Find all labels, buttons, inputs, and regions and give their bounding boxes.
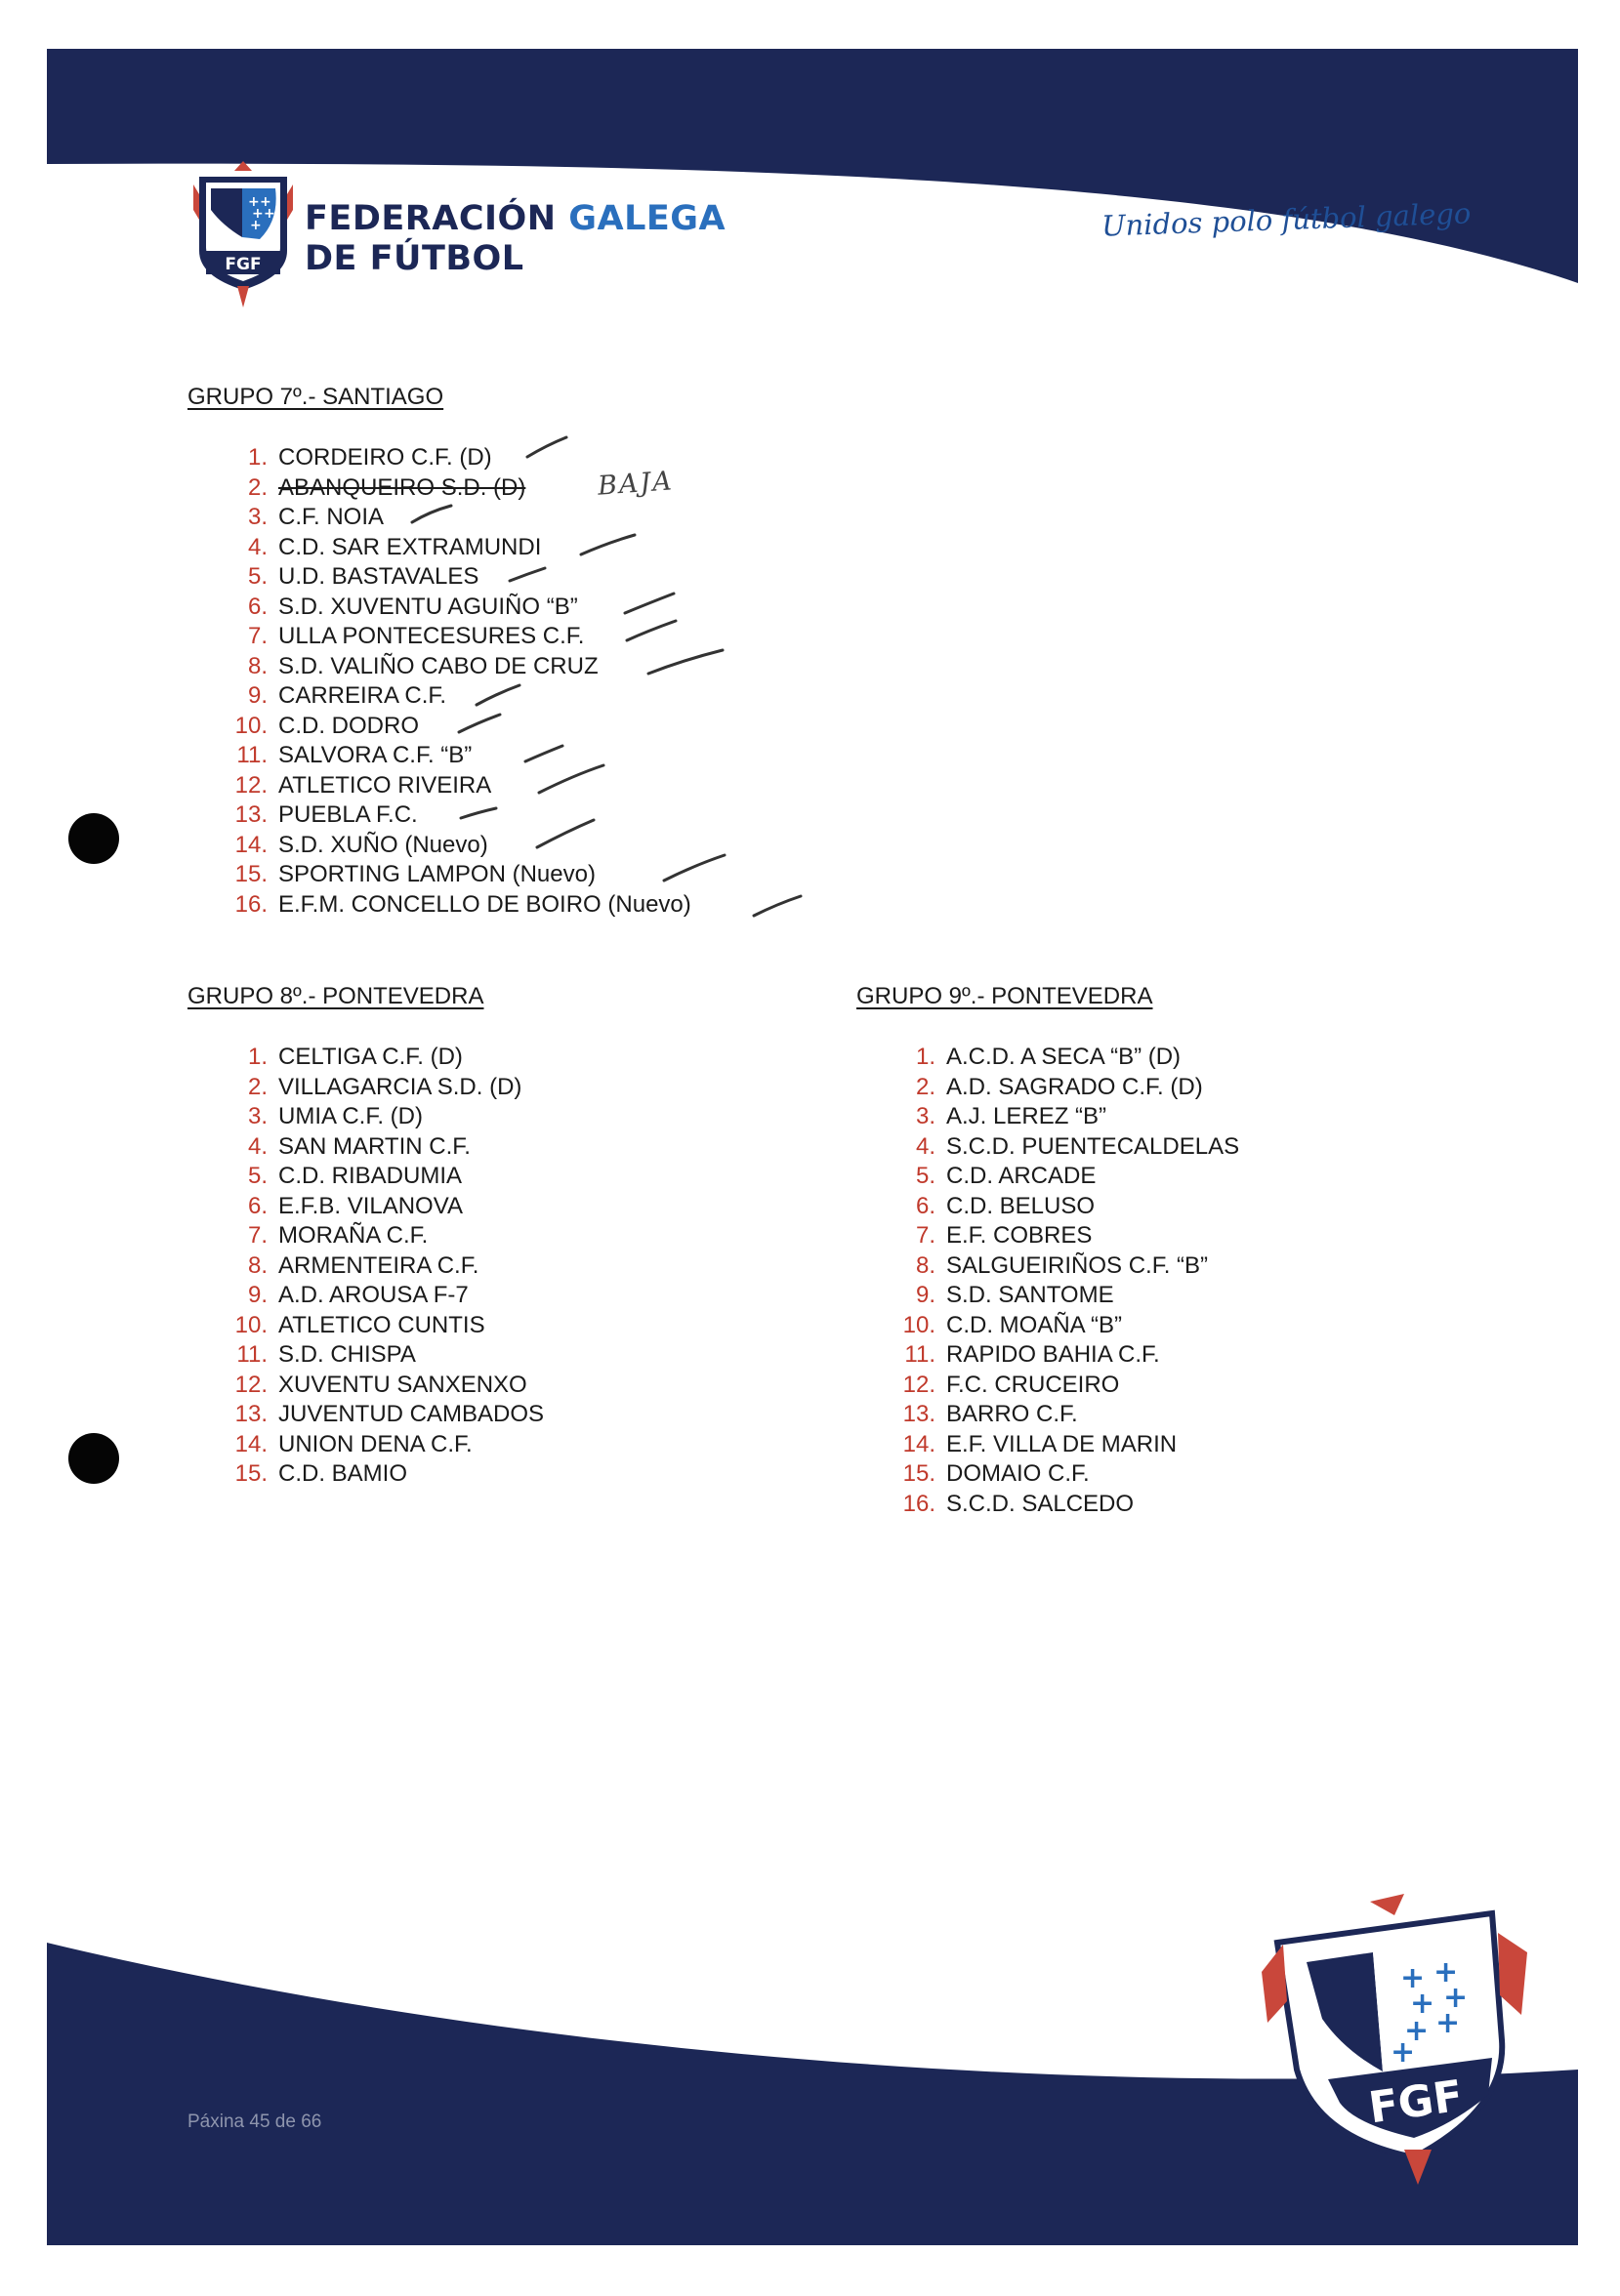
team-list-item (223, 1132, 544, 1163)
team-number: 10. (902, 1311, 935, 1338)
team-name: ULLA PONTECESURES C.F. (278, 623, 585, 649)
team-list-item (891, 1430, 1239, 1460)
team-number: 13. (234, 1401, 268, 1427)
svg-text:+: + (248, 194, 260, 210)
team-list-item (223, 443, 691, 473)
team-name: ATLETICO RIVEIRA (278, 771, 492, 799)
team-list-item (223, 1102, 544, 1132)
team-name: MORAÑA C.F. (278, 1222, 429, 1249)
team-name: C.D. DODRO (278, 712, 419, 739)
team-list-item (223, 860, 691, 890)
team-number: 2. (247, 1073, 268, 1100)
team-number: 7. (247, 1222, 268, 1249)
team-list-item (891, 1162, 1239, 1192)
team-number: 2. (915, 1073, 935, 1100)
page-number: Páxina 45 de 66 (187, 2112, 322, 2132)
team-list-item (891, 1311, 1239, 1341)
team-list-item (223, 800, 691, 831)
team-name: C.D. RIBADUMIA (278, 1163, 463, 1189)
fgf-crest-logo (191, 161, 295, 309)
team-list-item (891, 1192, 1239, 1222)
team-name: E.F. VILLA DE MARIN (946, 1430, 1178, 1457)
team-number: 7. (915, 1222, 935, 1249)
team-name: F.C. CRUCEIRO (946, 1371, 1120, 1398)
team-name: A.C.D. A SECA “B” (D) (946, 1044, 1182, 1070)
svg-text:+: + (252, 206, 264, 222)
team-number: 6. (915, 1192, 935, 1219)
team-number: 5. (247, 563, 268, 590)
svg-text:+: + (1391, 2035, 1416, 2070)
svg-text:+: + (260, 194, 271, 210)
team-number: 6. (247, 1192, 268, 1219)
team-list-item (223, 503, 691, 533)
team-number: 13. (234, 801, 268, 828)
team-name: SALVORA C.F. “B” (278, 742, 473, 768)
team-list-item (891, 1043, 1239, 1073)
team-list-item (223, 1371, 544, 1401)
svg-text:+: + (1435, 2006, 1461, 2040)
team-number: 2. (247, 473, 268, 501)
team-list-item (891, 1102, 1239, 1132)
team-list-item (223, 712, 691, 742)
team-list-item (223, 1192, 544, 1222)
svg-text:+: + (1433, 1955, 1459, 1989)
team-number: 6. (247, 593, 268, 620)
team-name: ATLETICO CUNTIS (278, 1311, 485, 1338)
team-name: ABANQUEIRO S.D. (D) (278, 473, 526, 501)
team-name: U.D. BASTAVALES (278, 563, 479, 590)
team-number: 13. (902, 1401, 935, 1427)
org-name-line1 (305, 199, 726, 238)
svg-text:+: + (1410, 1987, 1435, 2021)
team-list-item (223, 1162, 544, 1192)
team-name: S.C.D. SALCEDO (946, 1490, 1135, 1517)
team-number: 15. (902, 1460, 935, 1487)
check-mark (754, 896, 801, 916)
team-number: 1. (915, 1044, 935, 1070)
team-name: RAPIDO BAHIA C.F. (946, 1341, 1160, 1368)
team-list-item (891, 1400, 1239, 1430)
team-number: 1. (247, 1044, 268, 1070)
team-list-item (891, 1281, 1239, 1311)
team-name: C.D. BAMIO (278, 1460, 408, 1487)
team-number: 12. (902, 1371, 935, 1398)
svg-text:+: + (1400, 1961, 1426, 1995)
team-list-item (223, 1251, 544, 1282)
team-list-item (223, 1221, 544, 1251)
team-name: DOMAIO C.F. (946, 1460, 1090, 1487)
team-number: 11. (904, 1341, 935, 1368)
svg-text:+: + (1404, 2014, 1430, 2048)
team-list-item (891, 1490, 1239, 1520)
team-number: 15. (234, 1460, 268, 1487)
team-number: 8. (247, 652, 268, 679)
org-name-federacion: FEDERACIÓN (305, 199, 557, 238)
team-number: 12. (234, 1371, 268, 1398)
team-list-item (891, 1371, 1239, 1401)
group-8-title: GRUPO 8º.- PONTEVEDRA (187, 983, 484, 1009)
team-name: S.D. CHISPA (278, 1341, 416, 1368)
team-name: XUVENTU SANXENXO (278, 1371, 527, 1398)
org-name-line2: DE FÚTBOL (305, 239, 524, 278)
team-list-item (223, 831, 691, 861)
team-list-item (891, 1132, 1239, 1163)
team-name: S.D. VALIÑO CABO DE CRUZ (278, 652, 599, 679)
svg-text:+: + (264, 206, 275, 222)
team-number: 11. (236, 742, 268, 768)
team-name: PUEBLA F.C. (278, 801, 418, 828)
punch-hole (68, 813, 119, 864)
team-number: 16. (234, 890, 268, 918)
team-name: C.D. ARCADE (946, 1163, 1097, 1189)
team-name: E.F. COBRES (946, 1222, 1093, 1249)
team-name: S.D. XUVENTU AGUIÑO “B” (278, 593, 578, 620)
team-list-item (223, 1281, 544, 1311)
svg-text:+: + (1443, 1981, 1469, 2015)
team-number: 9. (247, 1282, 268, 1308)
team-number: 15. (234, 861, 268, 887)
team-number: 5. (915, 1163, 935, 1189)
slogan: Unidos polo fútbol galego (1101, 196, 1472, 243)
team-list-item (223, 1340, 544, 1371)
team-list-item (891, 1459, 1239, 1490)
team-name: A.D. SAGRADO C.F. (D) (946, 1073, 1203, 1100)
team-list-item (223, 533, 691, 563)
punch-hole (68, 1433, 119, 1484)
team-list-item (891, 1251, 1239, 1282)
team-number: 11. (236, 1341, 268, 1368)
team-list-item (891, 1340, 1239, 1371)
team-name: CELTIGA C.F. (D) (278, 1044, 463, 1070)
team-list-item (223, 1430, 544, 1460)
team-name: C.D. BELUSO (946, 1192, 1096, 1219)
team-list-item (223, 1043, 544, 1073)
team-name: S.C.D. PUENTECALDELAS (946, 1132, 1240, 1160)
team-number: 8. (247, 1251, 268, 1279)
team-name: SAN MARTIN C.F. (278, 1132, 471, 1160)
team-number: 14. (234, 831, 268, 858)
team-number: 7. (247, 623, 268, 649)
team-list-item (223, 1459, 544, 1490)
team-list-item (223, 562, 691, 593)
team-number: 5. (247, 1163, 268, 1189)
svg-text:+: + (250, 218, 262, 233)
team-name: UMIA C.F. (D) (278, 1103, 423, 1129)
team-list-item (223, 1400, 544, 1430)
team-name: A.D. AROUSA F-7 (278, 1282, 469, 1308)
team-name: S.D. SANTOME (946, 1282, 1114, 1308)
team-name: SALGUEIRIÑOS C.F. “B” (946, 1251, 1209, 1279)
team-number: 4. (247, 1132, 268, 1160)
org-name-galega: GALEGA (568, 199, 727, 238)
fgf-crest-large-logo (1258, 1894, 1531, 2187)
team-list-item (223, 771, 691, 801)
team-number: 3. (247, 504, 268, 530)
team-number: 8. (915, 1251, 935, 1279)
team-name: CORDEIRO C.F. (D) (278, 444, 492, 471)
team-number: 3. (247, 1103, 268, 1129)
team-name: ARMENTEIRA C.F. (278, 1251, 479, 1279)
team-list-item (223, 681, 691, 712)
team-name: S.D. XUÑO (Nuevo) (278, 831, 488, 858)
team-name: CARREIRA C.F. (278, 682, 447, 709)
team-number: 16. (902, 1490, 935, 1517)
team-name: SPORTING LAMPON (Nuevo) (278, 861, 596, 887)
team-number: 14. (234, 1430, 268, 1457)
handwritten-note: BAJA (597, 466, 675, 502)
team-list-item (891, 1221, 1239, 1251)
team-name: C.F. NOIA (278, 504, 385, 530)
group-7-team-list (223, 443, 691, 920)
team-name: BARRO C.F. (946, 1401, 1078, 1427)
team-number: 1. (247, 444, 268, 471)
team-number: 10. (234, 712, 268, 739)
team-list-item (223, 890, 691, 921)
team-list-item (891, 1073, 1239, 1103)
team-name: E.F.B. VILANOVA (278, 1192, 463, 1219)
team-number: 10. (234, 1311, 268, 1338)
team-list-item (223, 622, 691, 652)
group-8-team-list (223, 1043, 544, 1490)
group-9-team-list (891, 1043, 1239, 1519)
group-9-title: GRUPO 9º.- PONTEVEDRA (856, 983, 1153, 1009)
team-list-item (223, 593, 691, 623)
header-logo-text: FGF (225, 255, 262, 274)
team-name: E.F.M. CONCELLO DE BOIRO (Nuevo) (278, 890, 691, 918)
team-list-item (223, 1073, 544, 1103)
team-name: A.J. LEREZ “B” (946, 1103, 1107, 1129)
group-7-title: GRUPO 7º.- SANTIAGO (187, 384, 444, 410)
team-number: 3. (915, 1103, 935, 1129)
team-name: JUVENTUD CAMBADOS (278, 1401, 545, 1427)
team-list-item (223, 741, 691, 771)
team-name: UNION DENA C.F. (278, 1430, 473, 1457)
team-name: C.D. SAR EXTRAMUNDI (278, 533, 542, 560)
team-list-item (223, 1311, 544, 1341)
team-number: 12. (234, 771, 268, 799)
team-number: 9. (915, 1282, 935, 1308)
team-name: VILLAGARCIA S.D. (D) (278, 1073, 522, 1100)
footer-logo-text: FGF (1365, 2070, 1467, 2134)
team-list-item (223, 652, 691, 682)
team-name: C.D. MOAÑA “B” (946, 1311, 1123, 1338)
team-number: 14. (902, 1430, 935, 1457)
team-number: 4. (915, 1132, 935, 1160)
team-number: 4. (247, 533, 268, 560)
team-number: 9. (247, 682, 268, 709)
